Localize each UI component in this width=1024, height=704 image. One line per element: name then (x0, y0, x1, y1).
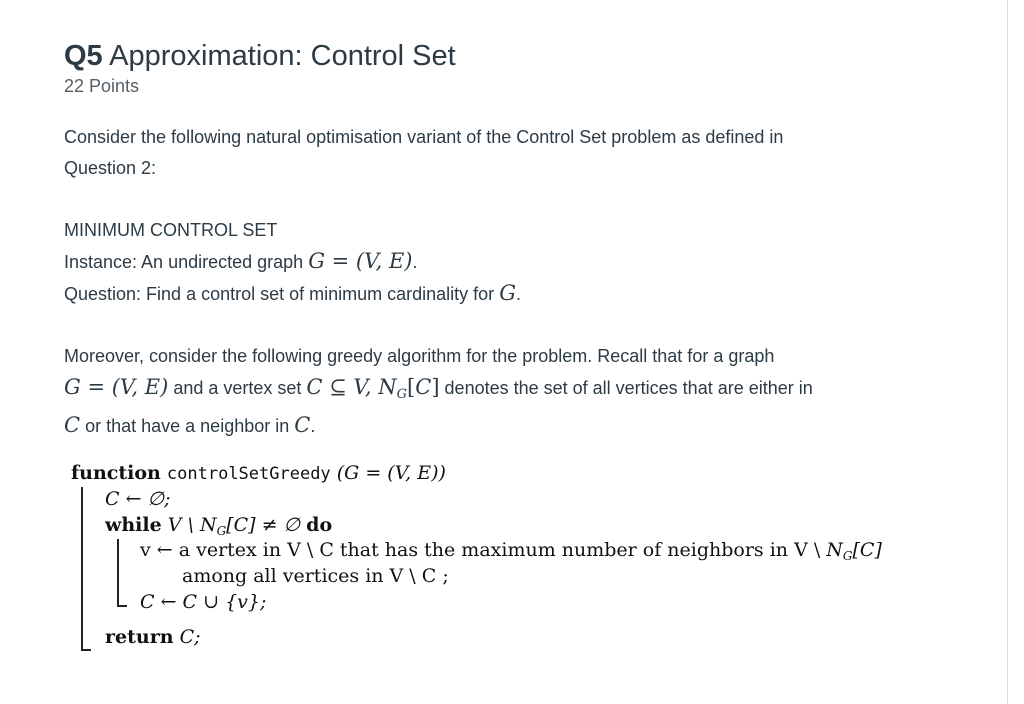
moreover-line-3-text: or that have a neighbor in (85, 416, 290, 436)
problem-instance: Instance: An undirected graph G = (V, E). (64, 249, 418, 273)
instance-text: Instance: An undirected graph (64, 252, 304, 272)
problem-name: MINIMUM CONTROL SET (64, 220, 278, 240)
algo-function-bar-tick (81, 649, 91, 651)
graph-math: G = (V, E) (64, 375, 169, 399)
algorithm-box (64, 460, 934, 666)
function-signature: (G = (V, E)) (336, 462, 446, 484)
page-right-border (1007, 0, 1008, 704)
question-math: G (499, 281, 516, 305)
moreover-line-3: C or that have a neighbor in C. (64, 413, 316, 437)
while-keyword: while (105, 514, 162, 536)
moreover-line-2: G = (V, E) and a vertex set C ⊆ V, $N_G[C]$ denotes the set of all vertices that are either in (64, 375, 813, 402)
algo-while-line: while V \ $N_G[C]$ ≠ ∅ do (105, 514, 333, 538)
denotes-text: denotes the set of all vertices that are either in (444, 378, 813, 398)
problem-question: Question: Find a control set of minimum cardinality for G. (64, 281, 521, 305)
intro-line-2: Question 2: (64, 158, 157, 178)
instance-math: G = (V, E) (308, 249, 413, 273)
subset-math: C ⊆ V (306, 375, 365, 399)
algo-init-line: C ← ∅; (105, 488, 171, 510)
question-title (64, 38, 944, 74)
question-content (64, 38, 944, 442)
return-keyword: return (105, 626, 174, 648)
question-number: Q5 (64, 40, 103, 72)
algo-assign-line: v ← a vertex in V \ C that has the maximum number of neighbors in V \ $N_G[C]$ (140, 539, 882, 563)
algo-among-line: among all vertices in V \ C ; (182, 565, 449, 587)
algo-function-line (71, 460, 446, 487)
algo-while-bar (117, 539, 119, 606)
question-text: Question: Find a control set of minimum cardinality for (64, 284, 495, 304)
algo-while-bar-tick (117, 605, 127, 607)
question-points: 22 Points (64, 76, 140, 96)
while-condition: ≠ ∅ (261, 514, 301, 536)
return-value: C; (179, 626, 201, 648)
algo-update-line: C ← C ∪ {v}; (140, 591, 267, 613)
moreover-line-1: Moreover, consider the following greedy algorithm for the problem. Recall that for a graph (64, 346, 775, 366)
function-keyword: function (71, 462, 161, 484)
and-vertex-set-text: and a vertex set (173, 378, 302, 398)
intro-line-1: Consider the following natural optimisation variant of the Control Set problem as defined in (64, 127, 784, 147)
question-title-text: Approximation: Control Set (109, 40, 456, 72)
assign-v-text: v ← a vertex in V \ C that has the maximum number of neighbors in V \ (140, 539, 821, 561)
do-keyword: do (306, 514, 333, 536)
function-name: controlSetGreedy (166, 464, 331, 484)
algo-return-line (105, 624, 201, 650)
algo-function-bar (81, 487, 83, 650)
